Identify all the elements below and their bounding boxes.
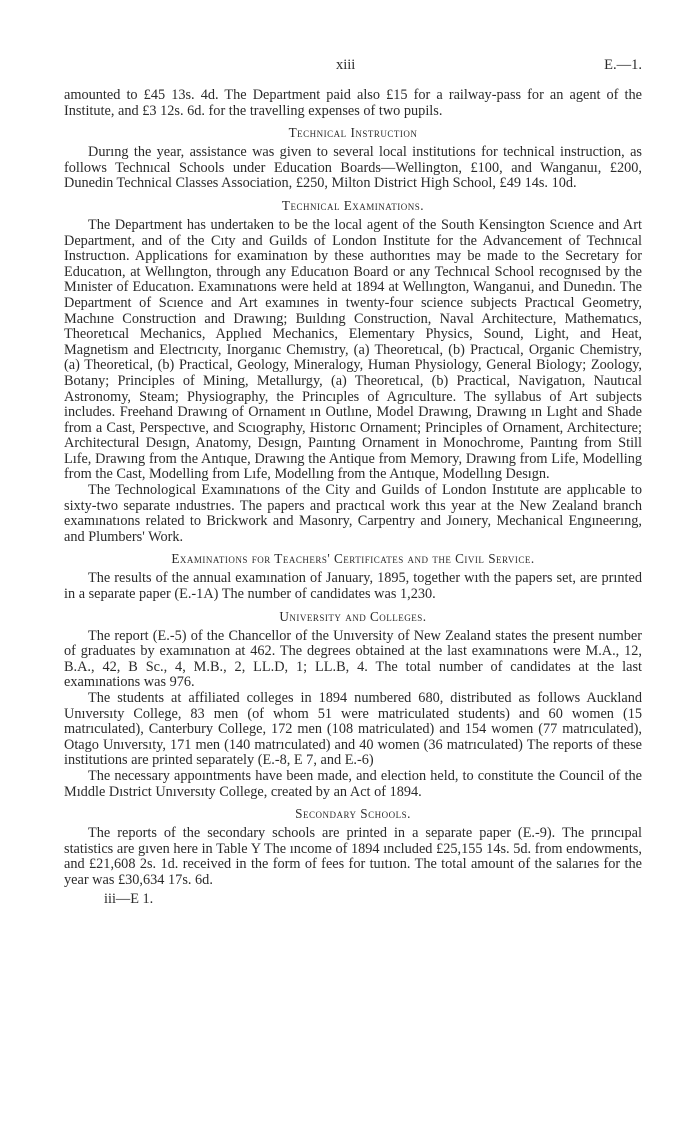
paragraph: The report (E.-5) of the Chancellor of the Unıversity of New Zealand states the present number of graduates by examınatıon at 462. The degrees obtained at the last examınatıons were M.A., 12, B.A., 42, B Sc., 4, M.B., 2, LL.D, 1; LL.B, 4. The total number of candidates at the last examınations was 976. xyxy=(64,627,642,691)
section-technical-instruction xyxy=(64,125,642,192)
section-heading: Secondary Schools. xyxy=(295,806,411,822)
paragraph: The results of the annual examınation of January, 1895, together wıth the papers set, are prınted in a separate paper (E.-1A) The number of candidates was 1,230. xyxy=(64,570,642,603)
section-technical-examinations xyxy=(64,198,642,545)
paragraph: The Department has undertaken to be the local agent of the South Kensington Scıence and Art Department, and of the Cıty and Guilds of London Institute for the Advancement of Technıcal Instructıon. Applications for examinatıon by these authorıtıes may be made to the Secretary for Educatıon, at Wellıngton, through any Educatıon Board or any Technıcal School recognısed by the Mınister of Educatıon. Examınatıons were held at 1894 at Wellıngton, Wanganui, and Dunedın. The Department of Scıence and Art examınes in twenty-four science subjects Practıcal Geometry, Machıne Construction and Drawıng; Buıldıng Construction, Naval Architecture, Mathematıcs, Theoretıcal Mechanics, Applıed Mechanics, Elementary Physics, Sound, Light, and Heat, Magnetism and Electrıcıty, Inorganıc Chemıstry, (a) Theoretıcal, (b) Practıcal, Organic Chemistry, (a) Theoretical, (b) Practical, Geology, Mineralogy, Human Physiology, General Biology; Zoology, Botany; Principles of Mining, Metallurgy, (a) Theoretıcal, (b) Practical, Navigatıon, Nautıcal Astronomy, Steam; Physiography, the Princıples of Agrıculture. The syllabus of Art subjects includes. Freehand Drawıng of Ornament ın Outlıne, Model Drawıng, Drawıng ın Lıght and Shade from a Cast, Perspectıve, and Scıography, Historıc Ornament; Principles of Ornament, Architecture; Architectural Desıgn, Anatomy, Desıgn, Paıntıng Ornament in Monochrome, Paıntıng from Still Lıfe, Drawıng from the Antıque, Drawıng the Antique from Memory, Drawıng from Life, Modelling from the Cast, Modelling from Lıfe, Modellıng from the Antıque, Modellıng Desıgn. xyxy=(64,216,642,483)
paragraph: The Technological Examınatıons of the City and Guilds of London Instıtute are applıcable to sixty-two separate ındustrıes. The papers and practıcal work thıs year at the New Zealand branch examınatıons related to Brickwork and Masonry, Carpentry and Joınery, Mechanical Engıneerıng, and Plumbers' Work. xyxy=(64,482,642,545)
paragraph: The reports of the secondary schools are printed in a separate paper (E.-9). The prıncıpal statistics are gıven here in Table Y The ıncome of 1894 ıncluded £25,155 14s. 5d. from endowments, and £21,608 2s. 1d. received in the form of fees for tuıtıon. The total amount of the salarıes for the year was £30,634 17s. 6d. xyxy=(64,825,642,888)
section-heading: University and Colleges. xyxy=(279,608,427,624)
signature-mark: iii—E 1. xyxy=(104,890,154,907)
paragraph: The necessary appoıntments have been made, and election held, to constitute the Council of the Mıddle Dıstrict Unıversıty College, created by an Act of 1894. xyxy=(64,767,642,800)
page-number: xiii xyxy=(336,57,356,73)
document-code: E.—1. xyxy=(604,57,642,73)
document-page xyxy=(64,0,642,907)
section-university-colleges xyxy=(64,609,642,801)
paragraph: amounted to £45 13s. 4d. The Department paid also £15 for a railway-pass for an agent of the Institute, and £3 12s. 6d. for the travelling expenses of two pupils. xyxy=(64,87,642,119)
section-secondary-schools xyxy=(64,806,642,888)
section-teachers-certificates xyxy=(64,551,642,602)
section-heading: Technical Examinations. xyxy=(281,197,425,213)
paragraph: The students at affiliated colleges in 1894 numbered 680, distributed as follows Auckland Unıversıty College, 83 men (of whom 51 were matriculated students) and 60 women (15 matrıculated), Canterbury College, 172 men (108 matriculated) and 154 women (77 matrıculated), Otago Unıversıty, 171 men (140 matrıculated) and 40 women (36 matrıculated) The reports of these institutions are printed separately (E.-8, E 7, and E.-6) xyxy=(64,690,642,769)
paragraph: Durıng the year, assistance was given to several local institutions for technical instruction, as follows Technıcal Schools under Education Boards—Wellington, £100, and Wanganuı, £200, Dunedin Technical Classes Association, £250, Milton District High School, £49 14s. 10d. xyxy=(64,144,642,192)
page-header xyxy=(64,58,642,78)
section-heading: Examinations for Teachers' Certificates and the Civil Service. xyxy=(171,551,535,567)
section-intro xyxy=(64,88,642,119)
section-heading: Technical Instruction xyxy=(288,125,418,141)
